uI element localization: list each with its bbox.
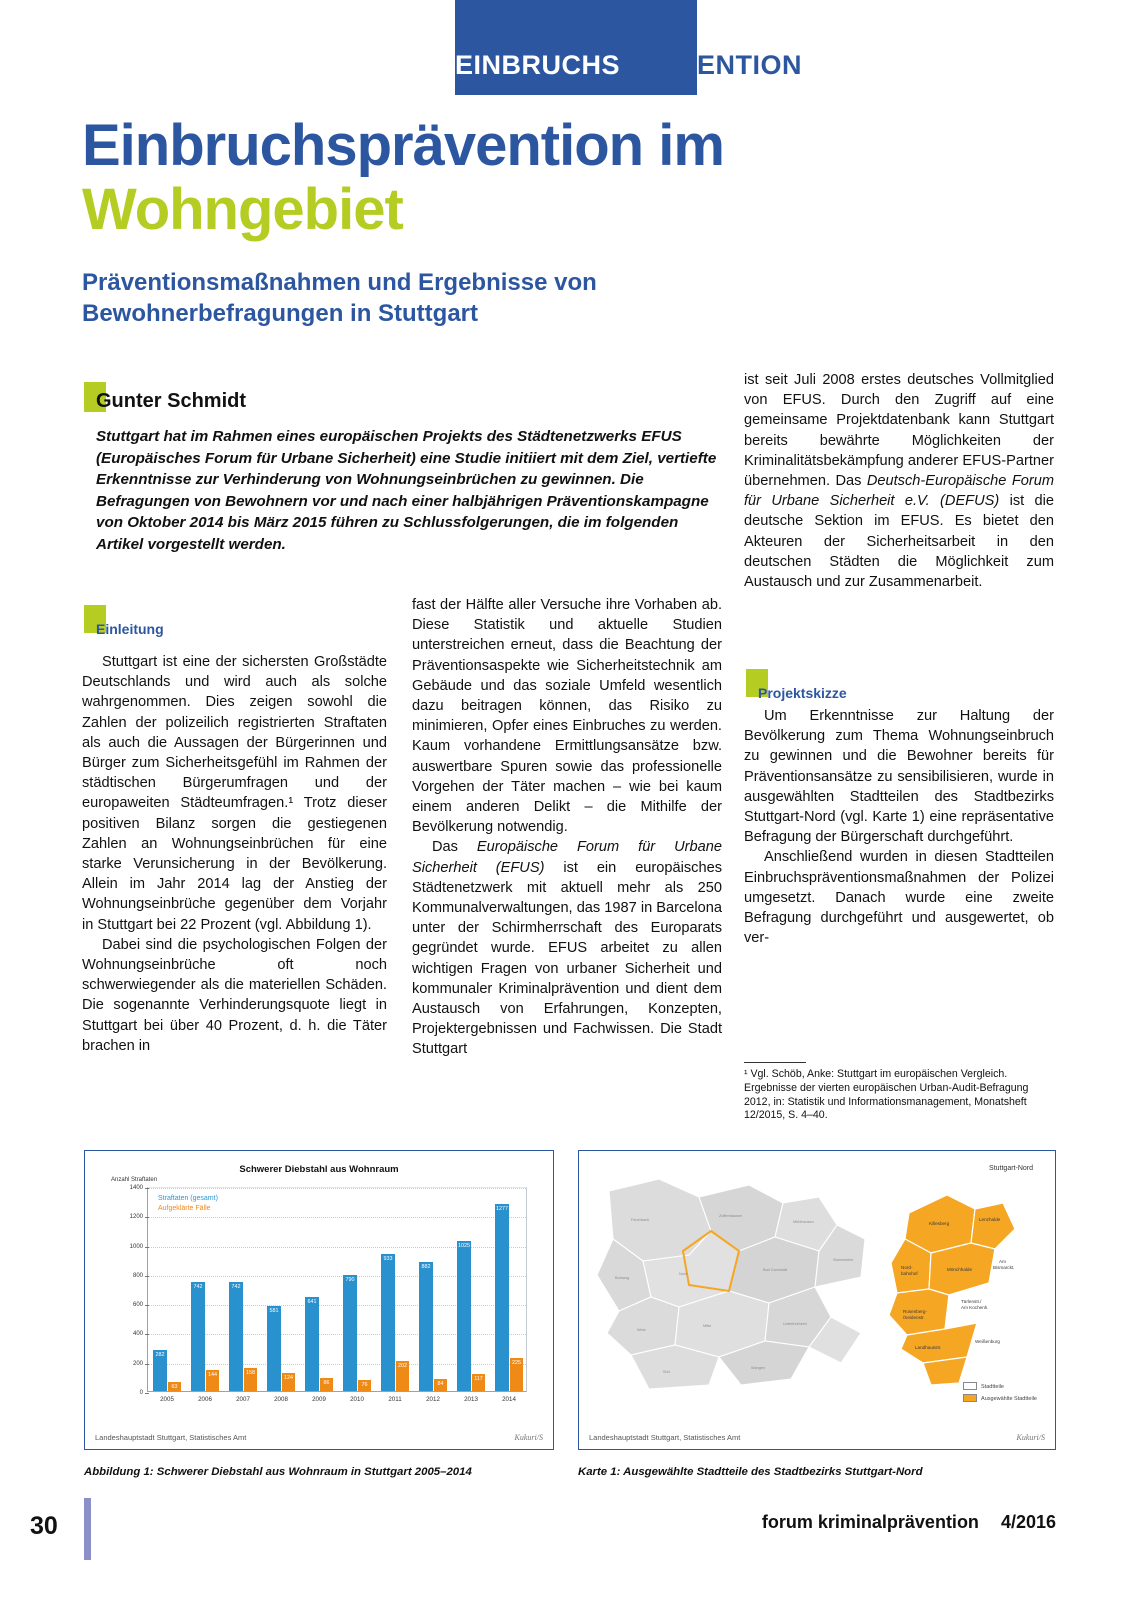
chart-x-tick: 2006 [198,1396,212,1403]
svg-text:Nord: Nord [679,1272,688,1276]
chart-bar-group [490,1204,528,1403]
section-heading-einleitung: Einleitung [96,621,164,637]
legend-label: Stadtteile [981,1383,1004,1390]
chart-y-tick: 1000 [129,1243,143,1250]
chart-y-tick: 400 [132,1331,143,1338]
figure-source-left: Landeshauptstadt Stuttgart, Statistisches Amt [95,1433,247,1442]
chart-bar [267,1306,281,1391]
legend-label: Ausgewählte Stadtteile [981,1395,1037,1402]
chart-bar [229,1282,243,1391]
chart-bar [396,1361,409,1391]
chart-x-tick: 2010 [350,1396,364,1403]
chart-x-tick: 2013 [464,1396,478,1403]
header-kicker [455,52,1075,79]
body-column-2 [412,595,722,1060]
chart-bar-group [224,1282,262,1403]
chart-bar [153,1350,167,1391]
chart-bar-group [262,1306,300,1403]
figure-map [578,1150,1056,1450]
chart-bar-value: 742 [193,1284,203,1291]
svg-text:Weißenburg: Weißenburg [975,1339,1000,1344]
chart-bar [168,1382,181,1391]
map-title: Stuttgart-Nord [989,1165,1033,1172]
svg-text:Untertürkheim: Untertürkheim [783,1322,807,1326]
chart-y-tick: 600 [132,1302,143,1309]
chart-legend [158,1194,218,1214]
chart-bar [343,1275,357,1391]
legend-entry-straftaten: Straftaten (gesamt) [158,1195,218,1202]
footer-journal-info [762,1512,1056,1533]
chart-y-axis-label: Anzahl Straftaten [111,1177,158,1183]
svg-text:Botnang: Botnang [615,1276,630,1280]
chart-bar-value: 158 [246,1369,255,1376]
chart-bar-value: 641 [307,1299,317,1306]
chart-bar-group [186,1282,224,1403]
author-name: Gunter Schmidt [96,390,247,412]
chart-y-tick: 1200 [129,1214,143,1221]
svg-text:Türlenstr./: Türlenstr./ [961,1299,982,1304]
chart-bar [320,1378,333,1391]
chart-bar [434,1379,447,1391]
figure-bar-chart [84,1150,554,1450]
chart-bar-value: 63 [171,1383,178,1390]
footer-issue: 4/2016 [1000,1512,1056,1532]
chart-x-tick: 2014 [502,1396,516,1403]
chart-bar-group [414,1262,452,1403]
footer-journal-name: forum kriminalprävention [761,1512,979,1532]
svg-text:Rosenberg-: Rosenberg- [903,1309,928,1314]
page-title-line2: Wohngebiet [82,177,403,242]
figure-credit-left: Kukuri/S [514,1433,543,1442]
body-column-1 [82,652,387,1056]
map-graphic [579,1151,1053,1406]
map-legend [963,1381,1037,1405]
chart-bar [358,1380,371,1391]
chart-bar [495,1204,509,1391]
svg-text:Süd: Süd [663,1370,670,1374]
chart-bar [457,1241,471,1391]
chart-bar [305,1297,319,1391]
chart-bar [206,1370,219,1391]
chart-y-tick: 1400 [129,1185,143,1191]
map-legend-item [963,1393,1037,1405]
chart-bar-value: 202 [398,1363,407,1370]
chart-bar-value: 124 [284,1374,293,1381]
paragraph [744,370,1054,592]
paragraph: Um Erkenntnisse zur Haltung der Bevölkerung zum Thema Wohnungseinbruch zu gewinnen und die Bewohner bereits für Präventionsansätze zu sensibilisieren, wurde in ausgewählten Stadtteilen des Stadtbezirks Stuttgart-Nord (vgl. Karte 1) eine repräsentative Befragung der Bürgerschaft durchgeführt. [744,708,1054,846]
page-subtitle: Präventionsmaßnahmen und Ergebnisse von Bewohnerbefragungen in Stuttgart [82,269,597,327]
chart-bar [191,1282,205,1391]
chart-bar-value: 117 [474,1375,483,1382]
chart-plot-area [129,1185,527,1403]
footnote-rule [744,1062,806,1063]
legend-entry-aufgeklaert: Aufgeklärte Fälle [158,1205,211,1213]
paragraph: Anschließend wurden in diesen Stadtteilen Einbruchspräventionsmaßnahmen der Polizei umgesetzt. Danach wurde eine zweite Befragung durchgeführt und ausgewertet, ob ver- [744,849,1054,947]
chart-y-tick: 800 [132,1272,143,1279]
legend-swatch-stadtteile [963,1382,977,1390]
svg-text:Am Kochenh.: Am Kochenh. [961,1305,989,1310]
svg-text:Mönchhalde: Mönchhalde [947,1267,973,1272]
footer-accent-bar [84,1498,91,1560]
body-column-3-bottom [744,706,1054,948]
svg-text:Lenzhalde: Lenzhalde [979,1217,1001,1222]
section-heading-projektskizze: Projektskizze [758,685,847,701]
header-blue-band [455,0,697,95]
chart-gridline [148,1188,526,1189]
chart-x-tick: 2005 [160,1396,174,1403]
chart-x-tick: 2011 [388,1396,402,1403]
chart-x-tick: 2012 [426,1396,440,1403]
svg-text:Landhausstr.: Landhausstr. [915,1345,942,1350]
chart-x-tick: 2008 [274,1396,288,1403]
svg-text:/Seidenstr.: /Seidenstr. [903,1315,925,1320]
chart-bar-value: 1277 [496,1206,508,1213]
chart-bar-value: 86 [323,1380,330,1387]
svg-text:Killesberg: Killesberg [929,1221,950,1226]
page-number: 30 [30,1512,58,1540]
lead-paragraph: Stuttgart hat im Rahmen eines europäischen Projekts des Städtenetzwerks EFUS (Europäisches Forum für Urbane Sicherheit) eine Studie initiiert mit dem Ziel, vertiefte Erkenntnisse zur Verhinderung von Wohnungseinbrüchen zu gewinnen. Die Befragungen von Bewohnern vor und nach einer halbjährigen Präventionskampagne von Oktober 2014 bis März 2015 führen zu Schlussfolgerungen, die im folgenden Artikel vorgestellt werden. [96,428,717,553]
chart-bar-group [300,1297,338,1403]
chart-bar-value: 76 [361,1381,368,1388]
svg-text:Zuffenhausen: Zuffenhausen [719,1214,743,1218]
text-run: ist ein europäisches Städtenetzwerk mit aktuell mehr als 250 Kommunalverwaltungen, das 1987 in Barcelona unter der Schirmherrschaft des Europarats gegründet wurde. EFUS arbeitet zu allen wichtigen Fragen von urbaner Sicherheit und kommunaler Kriminalprävention und dient dem Austausch von Erfahrungen, Konzepten, Projektergebnissen und Fachwissen. Die Stadt Stuttgart [412,859,722,1058]
svg-text:Feuerbach: Feuerbach [631,1218,650,1222]
map-legend-item [963,1381,1037,1393]
chart-y-tick: 0 [139,1390,143,1396]
figure-source-right: Landeshauptstadt Stuttgart, Statistisches Amt [589,1433,741,1442]
body-column-3-top [744,370,1054,592]
paragraph [412,837,722,1059]
chart-bar-value: 1025 [458,1242,470,1249]
text-run-italic: Europäische Forum für Urbane Sicherheit (EFUS) [412,839,722,876]
chart-x-tick: 2007 [236,1396,250,1403]
chart-bar [472,1374,485,1391]
chart-bar-value: 742 [231,1284,241,1291]
caption-karte-1: Karte 1: Ausgewählte Stadtteile des Stadtbezirks Stuttgart-Nord [578,1466,923,1478]
chart-bar-value: 84 [437,1380,444,1387]
header-kicker-blue: PRÄVENTION [620,50,803,80]
chart-bar-value: 282 [155,1351,165,1358]
paragraph: Dabei sind die psychologischen Folgen der Wohnungseinbrüche oft noch schwerwiegender als die materiellen Schäden. Die sogenannte Verhinderungsquote liegt in Stuttgart bei über 40 Prozent, d. h. die Täter brachen in [82,936,387,1054]
chart-bar [244,1368,257,1391]
chart-bar-value: 144 [208,1371,217,1378]
figure-credit-right: Kukuri/S [1016,1433,1045,1442]
paragraph: Stuttgart ist eine der sichersten Großstädte Deutschlands und wird auch als solche wahrgenommen. Dies zeigen sowohl die Zahlen der polizeilich registrierten Straftaten als auch die Aussagen der Bürgerinnen und Bürger zum Sicherheitsgefühl im Rahmen der städtischen Bürgerumfragen und der europaweiten Städteumfragen.¹ Trotz dieser positiven Bilanz sorgen die gestiegenen Zahlen an Wohnungseinbrüchen für eine starke Verunsicherung in der Bevölkerung. Allein im Jahr 2014 lag der Anstieg der Wohnungseinbrüche gegenüber dem Vorjahr in Stuttgart bei 22 Prozent (vgl. Abbildung 1). [82,654,387,933]
svg-text:Mühlhausen: Mühlhausen [793,1220,814,1224]
header-kicker-white: EINBRUCHS [455,50,621,80]
svg-text:Stammheim: Stammheim [833,1258,854,1262]
text-run: ist seit Juli 2008 erstes deutsches Vollmitglied von EFUS. Durch den Zugriff auf eine gemeinsame Projektdatenbank kann Stuttgart bereits bewährte Möglichkeiten der Kriminalitätsbekämpfung anderer EFUS-Partner übernehmen. Das [744,372,1054,490]
svg-text:Mitte: Mitte [703,1324,712,1328]
legend-swatch-ausgewaehlt [963,1394,977,1402]
svg-text:Bad Cannstatt: Bad Cannstatt [763,1268,788,1272]
chart-bar-group [452,1241,490,1403]
chart-bar-group [148,1350,186,1403]
chart-bar-value: 882 [421,1263,431,1270]
chart-bar-group [338,1275,376,1403]
svg-text:Wangen: Wangen [751,1366,766,1370]
chart-bar [282,1373,295,1391]
chart-title: Schwerer Diebstahl aus Wohnraum [239,1164,399,1175]
page-title-line1: Einbruchsprävention im [82,113,724,178]
chart-bar-group [376,1254,414,1403]
svg-text:Am: Am [999,1259,1006,1264]
text-run: ist die deutsche Sektion im EFUS. Es bietet den Akteuren der Sicherheitsarbeit in den deutschen Städten die Möglichkeit zum Austausch und zur Zusammenarbeit. [744,493,1054,591]
chart-bar [510,1358,523,1391]
svg-text:Bismarckt.: Bismarckt. [993,1265,1015,1270]
text-run: Das [432,839,477,856]
chart-gridline [148,1217,526,1218]
chart-bar-value: 581 [269,1307,279,1314]
chart-bar [381,1254,395,1391]
chart-bar-value: 790 [345,1277,355,1284]
svg-text:bahnhof: bahnhof [901,1271,918,1276]
chart-bar [419,1262,433,1391]
text-run-italic: Deutsch-Europäische Forum für Urbane Sicherheit e.V. (DEFUS) [744,473,1054,510]
paragraph: fast der Hälfte aller Versuche ihre Vorhaben ab. Diese Statistik und aktuelle Studien unterstreichen erneut, dass die Beachtung der Präventionsaspekte wie Sicherheitstechnik am Gebäude und das soziale Umfeld wesentlich dazu beitragen können, das Risiko zu minimieren, Opfer eines Einbruches zu werden. Kaum vorhandene Ermittlungsansätze bzw. auswertbare Spuren sowie das professionelle Vorgehen der Täter machen – wie bei kaum einem anderen Delikt – die Mithilfe der Bevölkerung notwendig. [412,597,722,836]
chart-x-tick: 2009 [312,1396,326,1403]
chart-y-tick: 200 [132,1360,143,1367]
footnote-text: ¹ Vgl. Schöb, Anke: Stuttgart im europäischen Vergleich. Ergebnisse der vierten europäischen Urban-Audit-Befragung 2012, in: Statistik und Informationsmanagement, Monatsheft 12/2015, S. 4–40. [744,1068,1029,1122]
chart-bar-value: 933 [383,1256,393,1263]
svg-text:Nord-: Nord- [901,1265,913,1270]
caption-abbildung-1: Abbildung 1: Schwerer Diebstahl aus Wohnraum in Stuttgart 2005–2014 [84,1466,472,1478]
chart-bar-value: 225 [512,1360,521,1367]
svg-text:West: West [637,1328,646,1332]
